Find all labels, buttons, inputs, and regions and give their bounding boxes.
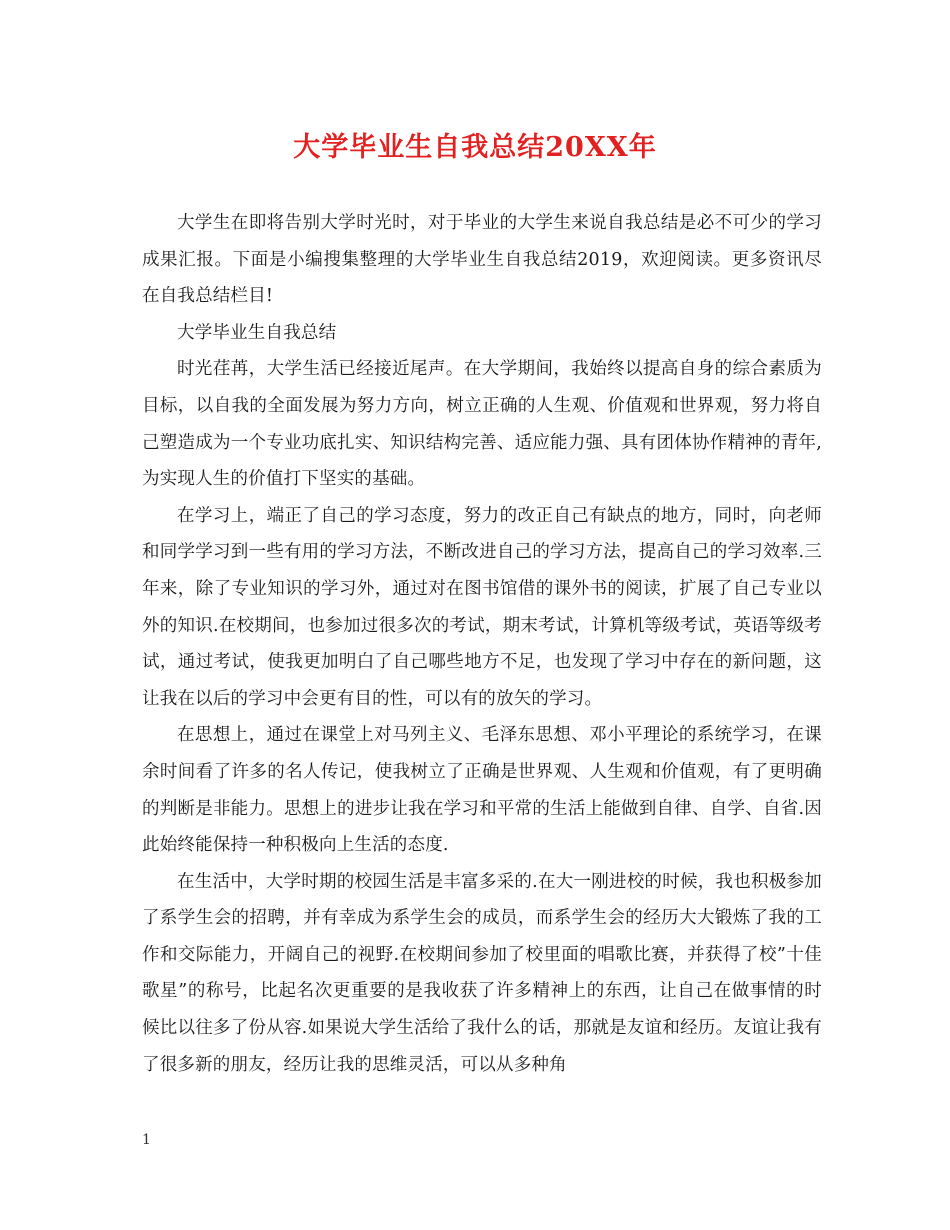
- intro-paragraph: 大学生在即将告别大学时光时，对于毕业的大学生来说自我总结是必不可少的学习成果汇报。下面是小编搜集整理的大学毕业生自我总结2019，欢迎阅读。更多资讯尽在自我总结栏目!: [142, 213, 822, 307]
- document-body: [142, 205, 822, 1083]
- body-paragraph: 在学习上，端正了自己的学习态度，努力的改正自己有缺点的地方，同时，向老师和同学学习到一些有用的学习方法，不断改进自己的学习方法，提高自己的学习效率.三年来，除了专业知识的学习外，通过对在图书馆借的课外书的阅读，扩展了自己专业以外的知识.在校期间，也参加过很多次的考试，期末考试，计算机等级考试，英语等级考试，通过考试，使我更加明白了自己哪些地方不足，也发现了学习中存在的新问题，这让我在以后的学习中会更有目的性，可以有的放矢的学习。: [142, 505, 822, 709]
- page-number: 1: [142, 1132, 151, 1148]
- body-paragraph: 在生活中，大学时期的校园生活是丰富多采的.在大一刚进校的时候，我也积极参加了系学生会的招聘，并有幸成为系学生会的成员，而系学生会的经历大大锻炼了我的工作和交际能力，开阔自己的视野.在校期间参加了校里面的唱歌比赛，并获得了校”十佳歌星”的称号，比起名次更重要的是我收获了许多精神上的东西，让自己在做事情的时候比以往多了份从容.如果说大学生活给了我什么的话，那就是友谊和经历。友谊让我有了很多新的朋友，经历让我的思维灵活，可以从多种角: [142, 871, 822, 1075]
- document-title: 大学毕业生自我总结20XX年: [293, 132, 657, 163]
- body-paragraph: 时光荏苒，大学生活已经接近尾声。在大学期间，我始终以提高自身的综合素质为目标，以自我的全面发展为努力方向，树立正确的人生观、价值观和世界观，努力将自己塑造成为一个专业功底扎实、知识结构完善、适应能力强、具有团体协作精神的青年,为实现人生的价值打下坚实的基础。: [142, 359, 822, 490]
- section-heading: 大学毕业生自我总结: [177, 322, 337, 343]
- body-paragraph: 在思想上，通过在课堂上对马列主义、毛泽东思想、邓小平理论的系统学习，在课余时间看了许多的名人传记，使我树立了正确是世界观、人生观和价值观，有了更明确的判断是非能力。思想上的进步让我在学习和平常的生活上能做到自律、自学、自省.因此始终能保持一种积极向上生活的态度.: [142, 725, 822, 856]
